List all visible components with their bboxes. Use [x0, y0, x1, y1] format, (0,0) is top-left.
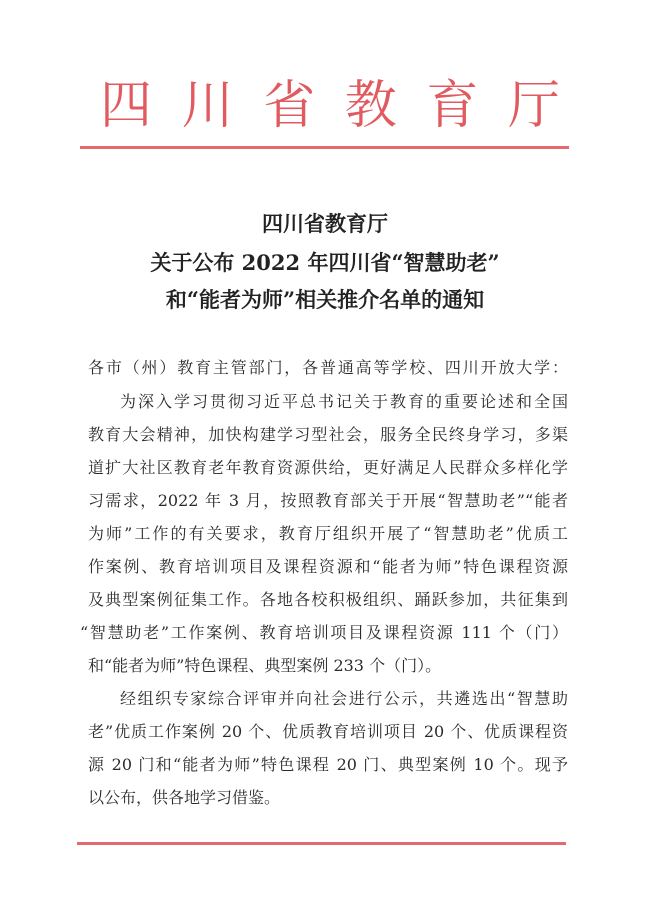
- document-title-line-1: 四川省教育厅: [262, 211, 388, 236]
- paragraph-line: 经组织专家综合评审并向社会进行公示，共遴选出“智慧助: [120, 689, 568, 708]
- paragraph-line: 源 20 门和“能者为师”特色课程 20 门、典型案例 10 个。现予: [88, 755, 568, 774]
- footer-divider: [77, 842, 566, 845]
- paragraph-line: 及典型案例征集工作。各地各校积极组织、踊跃参加，共征集到: [88, 590, 568, 609]
- paragraph-line: 为师”工作的有关要求，教育厅组织开展了“智慧助老”优质工: [88, 524, 568, 543]
- paragraph-line: 习需求，2022 年 3 月，按照教育部关于开展“智慧助老”“能者: [88, 491, 568, 510]
- masthead-char: 川: [181, 76, 234, 136]
- salutation: 各市（州）教育主管部门，各普通高等学校、四川开放大学：: [88, 358, 568, 377]
- paragraph-line: “智慧助老”工作案例、教育培训项目及课程资源 111 个（门）: [80, 623, 568, 642]
- paragraph-line: 教育大会精神，加快构建学习型社会，服务全民终身学习，多渠: [88, 425, 568, 444]
- masthead-sichuan-education-department: [100, 76, 560, 136]
- paragraph-line: 和“能者为师”特色课程、典型案例 233 个（门）。: [88, 656, 442, 675]
- document-title-line-2: 关于公布 2022 年四川省“智慧助老”: [150, 250, 500, 275]
- paragraph-line: 道扩大社区教育老年教育资源供给，更好满足人民群众多样化学: [88, 458, 568, 477]
- masthead-char: 省: [263, 76, 316, 136]
- paragraph-line: 作案例、教育培训项目及课程资源和“能者为师”特色课程资源: [88, 557, 568, 576]
- masthead-char: 育: [426, 76, 479, 136]
- masthead-divider: [80, 146, 569, 149]
- paragraph-line: 为深入学习贯彻习近平总书记关于教育的重要论述和全国: [120, 392, 568, 411]
- masthead-char: 教: [344, 76, 397, 136]
- paragraph-line: 老”优质工作案例 20 个、优质教育培训项目 20 个、优质课程资: [88, 722, 568, 741]
- masthead-char: 厅: [507, 76, 560, 136]
- document-title-line-3: 和“能者为师”相关推介名单的通知: [165, 287, 485, 312]
- masthead-char: 四: [100, 76, 153, 136]
- paragraph-line: 以公布，供各地学习借鉴。: [88, 788, 281, 807]
